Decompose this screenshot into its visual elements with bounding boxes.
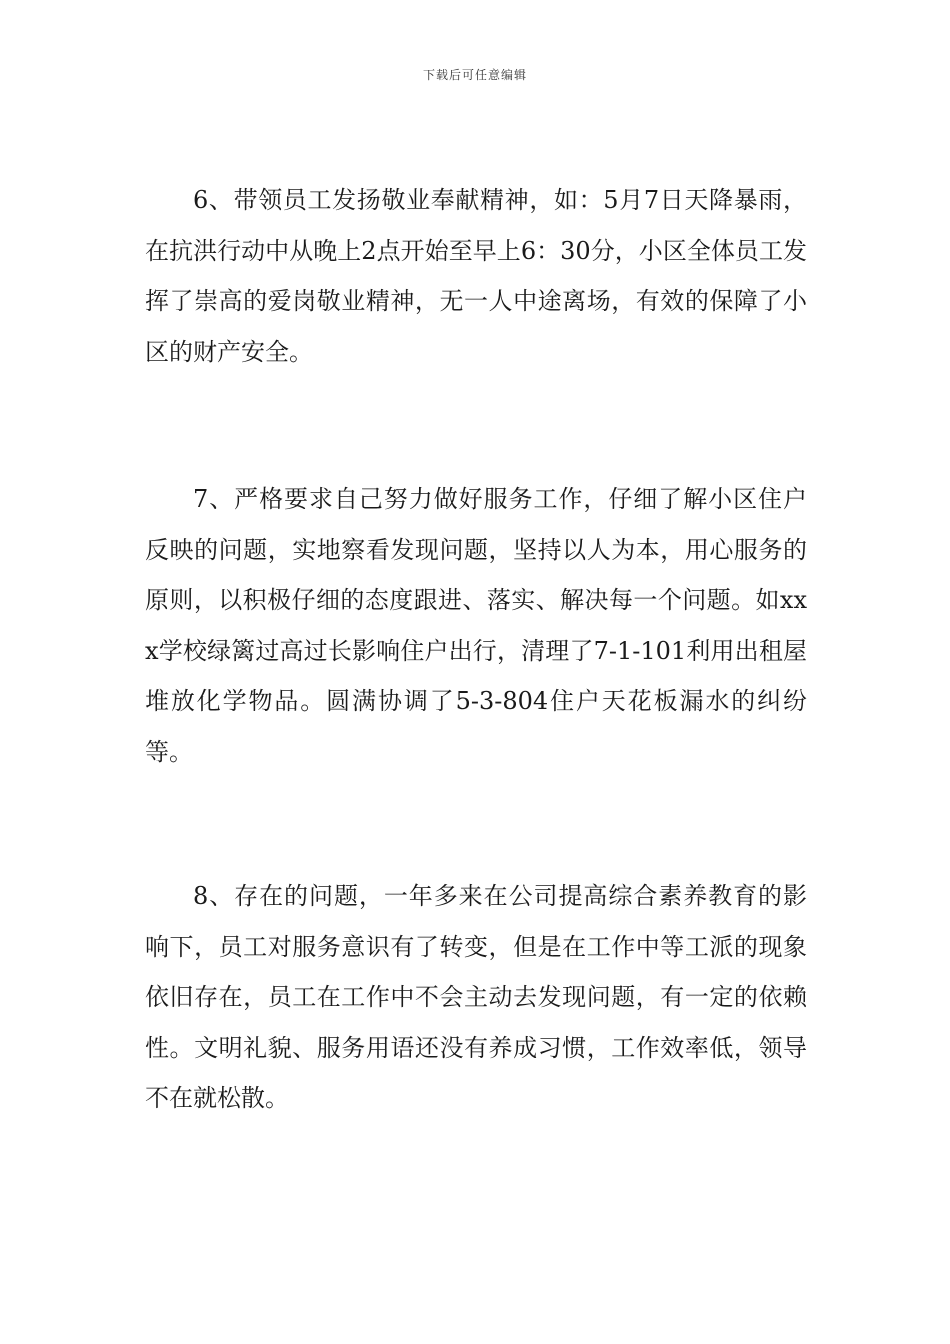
paragraph-item-6: 6、带领员工发扬敬业奉献精神，如：5月7日天降暴雨，在抗洪行动中从晚上2点开始至早上6：30分，小区全体员工发挥了崇高的爱岗敬业精神，无一人中途离场，有效的保障了小区的财产安全。 [145, 186, 807, 366]
paragraph-item-8: 8、存在的问题，一年多来在公司提高综合素养教育的影响下，员工对服务意识有了转变，但是在工作中等工派的现象依旧存在，员工在工作中不会主动去发现问题，有一定的依赖性。文明礼貌、服务用语还没有养成习惯，工作效率低，领导不在就松散。 [145, 882, 807, 1112]
page-header-note: 下载后可任意编辑 [422, 68, 527, 82]
paragraph-item-7: 7、严格要求自己努力做好服务工作，仔细了解小区住户反映的问题，实地察看发现问题，坚持以人为本，用心服务的原则，以积极仔细的态度跟进、落实、解决每一个问题。如xxx学校绿篱过高过长影响住户出行，清理了7-1-101利用出租屋堆放化学物品。圆满协调了5-3-804住户天花板漏水的纠纷等。 [145, 485, 807, 766]
